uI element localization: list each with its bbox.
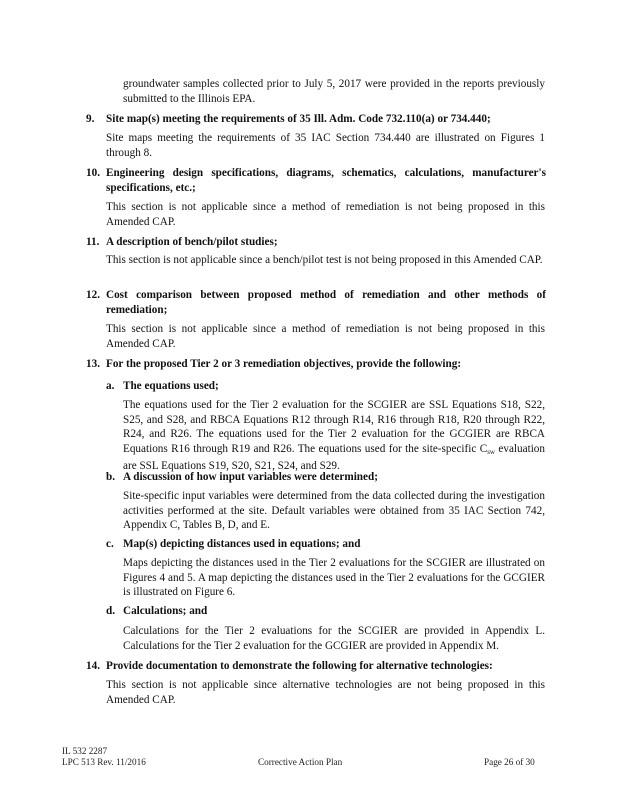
subsection-body: The equations used for the Tier 2 evaluation for the SCGIER are SSL Equations S18, S22, S25, and S28, and RBCA Equations R12 through R14, R16 through R18, R20 through R22, R24, and R26. The equations used for the Tier 2 evaluation for the GCGIER are RBCA Equations R16 through R19 and R26. The equations used for the site-specific $C_{sw}$ evaluation are SSL Equations S19, S20, S21, S24, and S29. <box>123 399 545 473</box>
section-heading: For the proposed Tier 2 or 3 remediation objectives, provide the following: <box>106 358 462 370</box>
subsection-heading: The equations used; <box>123 380 219 392</box>
subsection-heading: A discussion of how input variables were determined; <box>123 471 378 483</box>
section-number: 14. <box>86 660 100 672</box>
page-number: Page 26 of 30 <box>484 757 535 767</box>
intro-paragraph: groundwater samples collected prior to July 5, 2017 were provided in the reports previously submitted to the Illinois EPA. <box>123 78 545 105</box>
section-number: 9. <box>86 113 95 125</box>
subsection-letter: b. <box>106 471 116 483</box>
subsection-letter: c. <box>106 538 114 550</box>
section-body: Site maps meeting the requirements of 35 IAC Section 734.440 are illustrated on Figures 1 through 8. <box>106 132 545 159</box>
section-body: This section is not applicable since a method of remediation is not being proposed in this Amended CAP. <box>106 323 545 350</box>
form-revision: LPC 513 Rev. 11/2016 <box>62 757 146 767</box>
section-heading: Site map(s) meeting the requirements of 35 Ill. Adm. Code 732.110(a) or 734.440; <box>106 113 491 125</box>
subsection-body: Site-specific input variables were determined from the data collected during the investigation activities performed at the site. Default variables were obtained from 35 IAC Section 742, Appendix C, Tables B, D, and E. <box>123 490 545 532</box>
subsection-letter: d. <box>106 605 116 617</box>
section-heading: A description of bench/pilot studies; <box>106 236 278 248</box>
subsection-heading: Map(s) depicting distances used in equations; and <box>123 538 361 550</box>
subsection-letter: a. <box>106 380 115 392</box>
section-body: This section is not applicable since a bench/pilot test is not being proposed in this Amended CAP. <box>106 254 543 266</box>
subsection-body: Maps depicting the distances used in the Tier 2 evaluations for the SCGIER are illustrated on Figures 4 and 5. A map depicting the distances used in the Tier 2 evaluations for the GCGIER is illustrated on Figure 6. <box>123 557 545 599</box>
section-heading: Provide documentation to demonstrate the following for alternative technologies: <box>106 660 493 672</box>
section-number: 12. <box>86 289 100 301</box>
section-body: This section is not applicable since alternative technologies are not being proposed in this Amended CAP. <box>106 679 545 706</box>
section-body: This section is not applicable since a method of remediation is not being proposed in this Amended CAP. <box>106 201 545 228</box>
subsection-body: Calculations for the Tier 2 evaluations for the SCGIER are provided in Appendix L. Calculations for the Tier 2 evaluation for the GCGIER are provided in Appendix M. <box>123 625 545 652</box>
document-title: Corrective Action Plan <box>258 757 343 767</box>
section-heading: Cost comparison between proposed method of remediation and other methods of remediation; <box>106 289 546 316</box>
section-heading: Engineering design specifications, diagrams, schematics, calculations, manufacturer's specifications, etc.; <box>106 167 546 194</box>
form-id: IL 532 2287 <box>62 746 108 756</box>
section-number: 13. <box>86 358 100 370</box>
section-number: 11. <box>86 236 100 248</box>
subsection-heading: Calculations; and <box>123 605 208 617</box>
section-number: 10. <box>86 167 100 179</box>
